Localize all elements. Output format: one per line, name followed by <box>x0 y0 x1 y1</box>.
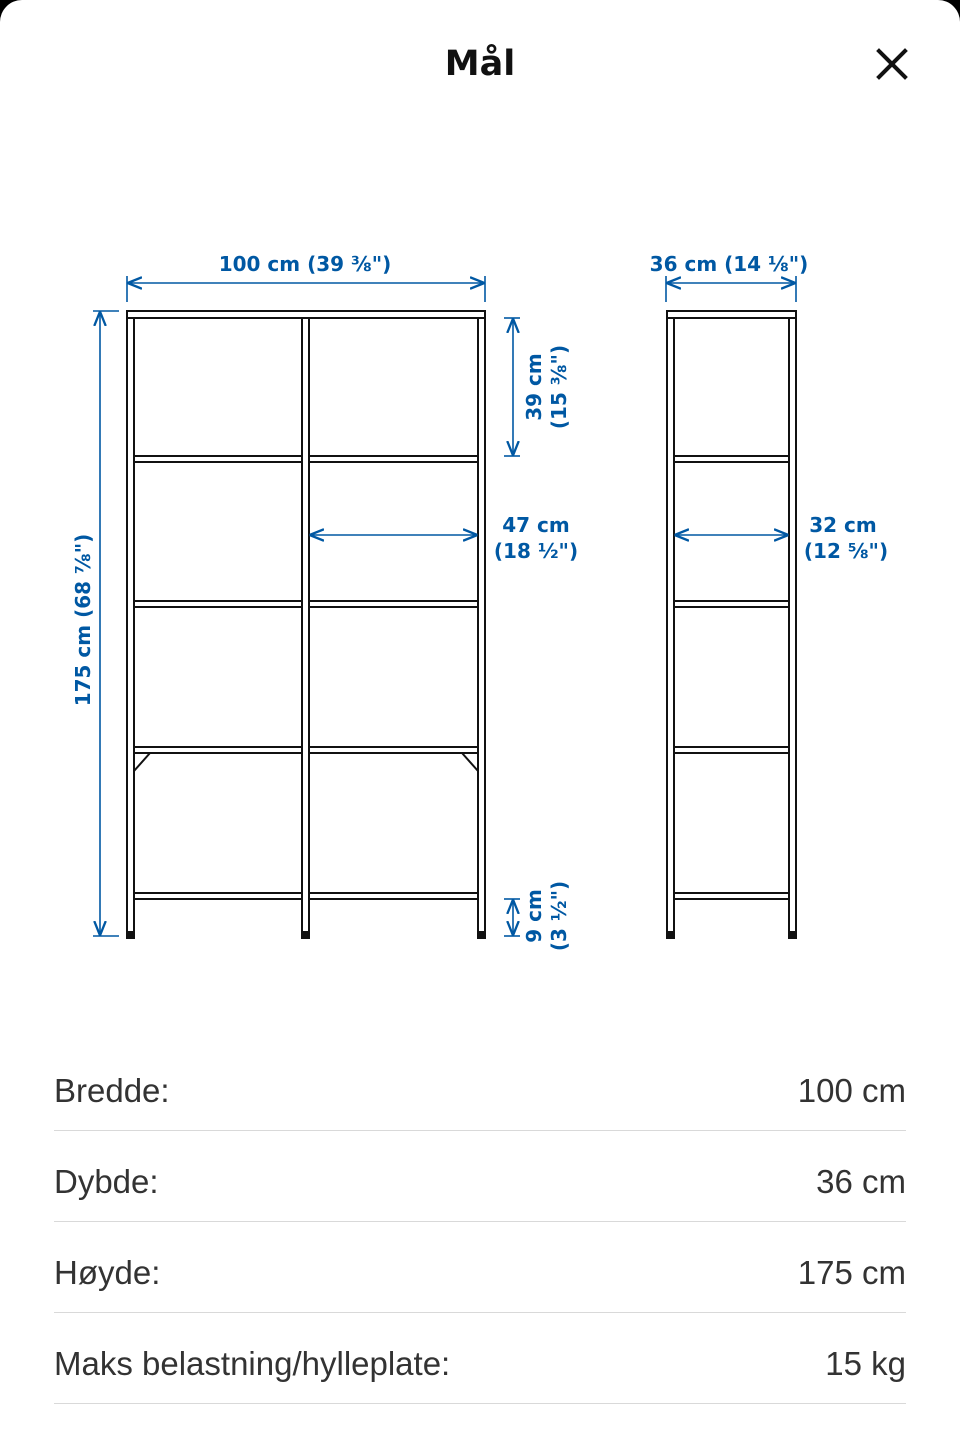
close-button[interactable] <box>866 38 918 90</box>
bottom-clearance-label-line2: (3 ½") <box>547 880 571 952</box>
spec-row-height <box>54 1222 906 1313</box>
total-height-label: 175 cm (68 ⅞") <box>71 533 95 707</box>
bottom-clearance-label-line1: 9 cm <box>522 889 546 943</box>
dimension-drawing <box>0 220 960 980</box>
side-depth-label: 36 cm (14 ⅛") <box>649 252 809 276</box>
spec-row-max-load <box>54 1313 906 1404</box>
inner-width-label-line1: 47 cm <box>502 513 570 537</box>
specs-list <box>54 1040 906 1404</box>
front-view-shelf <box>127 311 485 938</box>
bottom-clearance-dimension <box>504 899 520 936</box>
total-height-dimension <box>93 311 119 936</box>
spec-label: Høyde: <box>54 1254 161 1291</box>
spec-label: Maks belastning/hylleplate: <box>54 1345 451 1382</box>
spec-value: 15 kg <box>825 1345 906 1382</box>
spec-label: Dybde: <box>54 1163 159 1200</box>
side-depth-dimension <box>666 276 796 302</box>
close-icon <box>875 47 909 81</box>
inner-width-label-line2: (18 ½") <box>493 539 579 563</box>
front-width-label: 100 cm (39 ⅜") <box>218 252 392 276</box>
spec-value: 36 cm <box>816 1163 906 1200</box>
side-view-shelf <box>667 311 796 938</box>
front-width-dimension <box>127 276 485 302</box>
sheet-header <box>0 0 960 128</box>
spec-value: 100 cm <box>797 1072 906 1109</box>
page-title: Mål <box>444 44 516 84</box>
top-compartment-label-line1: 39 cm <box>522 353 546 421</box>
top-compartment-dimension <box>504 318 520 456</box>
spec-row-depth <box>54 1131 906 1222</box>
spec-label: Bredde: <box>54 1072 170 1109</box>
spec-row-width <box>54 1040 906 1131</box>
inner-depth-label-line2: (12 ⅝") <box>803 539 889 563</box>
top-compartment-label-line2: (15 ⅜") <box>547 344 571 430</box>
spec-value: 175 cm <box>797 1254 906 1291</box>
inner-depth-label-line1: 32 cm <box>809 513 877 537</box>
